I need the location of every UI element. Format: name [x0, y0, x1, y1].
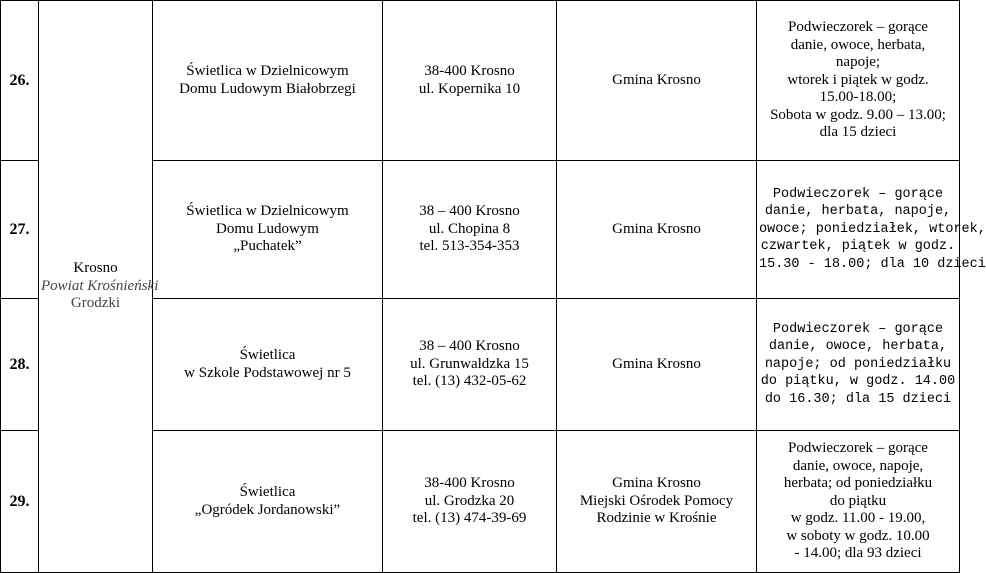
- offer-line: czwartek, piątek w godz.: [760, 239, 956, 255]
- institution-name-cell: [153, 431, 383, 573]
- institution-name-line: Domu Ludowym Białobrzegi: [179, 80, 356, 97]
- organizer-line: Miejski Ośrodek Pomocy: [579, 492, 734, 509]
- address-line: ul. Grunwaldzka 15: [410, 355, 529, 372]
- offer-line: wtorek i piątek w godz.: [787, 71, 929, 88]
- organizer-line: Gmina Krosno: [612, 71, 701, 88]
- institution-name-line: w Szkole Podstawowej nr 5: [184, 364, 351, 381]
- offer-line: do piątku: [829, 492, 887, 509]
- row-number: 29.: [1, 431, 39, 573]
- offer-line: danie, owoce, napoje,: [792, 457, 924, 474]
- address-line: tel. (13) 432-05-62: [412, 373, 527, 390]
- address-line: ul. Kopernika 10: [418, 80, 521, 97]
- address-line: tel. (13) 474-39-69: [412, 510, 527, 527]
- organizer-line: Gmina Krosno: [612, 355, 701, 372]
- address-cell: [383, 1, 557, 161]
- address-cell: [383, 431, 557, 573]
- address-line: ul. Grodzka 20: [424, 492, 515, 509]
- table-row: [1, 1, 960, 161]
- offer-line: 15.00-18.00;: [819, 89, 897, 106]
- address-line: ul. Chopina 8: [428, 220, 511, 237]
- address-line: 38 – 400 Krosno: [419, 203, 520, 220]
- offer-line: do 16.30; dla 15 dzieci: [764, 391, 952, 407]
- offer-line: - 14.00; dla 93 dzieci: [794, 545, 922, 562]
- row-number: 26.: [1, 1, 39, 161]
- offer-line: 15.30 - 18.00; dla 10 dzieci: [759, 256, 986, 272]
- location-cell: [39, 1, 159, 573]
- offer-line: Podwieczorek – gorące: [788, 440, 928, 457]
- address-cell: [383, 161, 557, 299]
- institution-name-line: Domu Ludowym: [216, 220, 319, 237]
- row-number: 28.: [1, 299, 39, 431]
- address-line: 38-400 Krosno: [424, 475, 515, 492]
- offer-line: dla 15 dzieci: [819, 124, 897, 141]
- organizer-line: Gmina Krosno: [612, 220, 701, 237]
- institution-name-line: „Puchatek”: [233, 238, 302, 255]
- offer-line: do piątku, w godz. 14.00: [760, 374, 956, 390]
- offer-line: owoce; poniedziałek, wtorek,: [759, 221, 986, 237]
- location-city: Krosno: [73, 260, 118, 277]
- institution-name-cell: [153, 1, 383, 161]
- organizer-line: Gmina Krosno: [612, 475, 701, 492]
- offer-line: Sobota w godz. 9.00 – 13.00;: [770, 106, 946, 123]
- offer-line: danie, owoce, herbata,: [768, 339, 948, 355]
- offer-line: w godz. 11.00 - 19.00,: [790, 510, 926, 527]
- address-line: tel. 513-354-353: [419, 238, 520, 255]
- institution-name-cell: [153, 161, 383, 299]
- offer-line: danie, owoce, herbata,: [790, 36, 926, 53]
- institution-name-line: Świetlica: [239, 347, 296, 363]
- address-line: 38-400 Krosno: [424, 63, 515, 79]
- offer-line: napoje; od poniedziałku: [764, 356, 952, 372]
- organizer-cell: [557, 161, 757, 299]
- organizer-cell: [557, 1, 757, 161]
- institution-name-line: Świetlica: [239, 484, 296, 500]
- offer-line: herbata; od poniedziałku: [783, 475, 933, 492]
- offer-cell: [757, 161, 986, 299]
- offer-cell: [757, 299, 960, 431]
- address-line: 38 – 400 Krosno: [419, 338, 520, 355]
- location-type: Grodzki: [70, 295, 121, 312]
- institution-name-cell: [153, 299, 383, 431]
- organizer-cell: [557, 431, 757, 573]
- row-number: 27.: [1, 161, 39, 299]
- offer-line: Podwieczorek – gorące: [788, 19, 928, 36]
- institution-name-line: Świetlica w Dzielnicowym: [186, 63, 349, 79]
- offer-line: w soboty w godz. 10.00: [786, 527, 930, 544]
- institution-name-line: Świetlica w Dzielnicowym: [186, 203, 349, 220]
- organizer-cell: [557, 299, 757, 431]
- address-cell: [383, 299, 557, 431]
- offer-cell: [757, 431, 960, 573]
- institution-name-line: „Ogródek Jordanowski”: [194, 501, 341, 518]
- offer-line: Podwieczorek – gorące: [772, 321, 944, 337]
- offer-line: danie, herbata, napoje,: [764, 204, 952, 220]
- organizer-line: Rodzinie w Krośnie: [596, 510, 717, 527]
- offer-line: Podwieczorek – gorące: [772, 186, 944, 202]
- location-district: Powiat Krośnieński: [41, 277, 159, 294]
- offer-cell: [757, 1, 960, 161]
- offer-line: napoje;: [835, 54, 881, 71]
